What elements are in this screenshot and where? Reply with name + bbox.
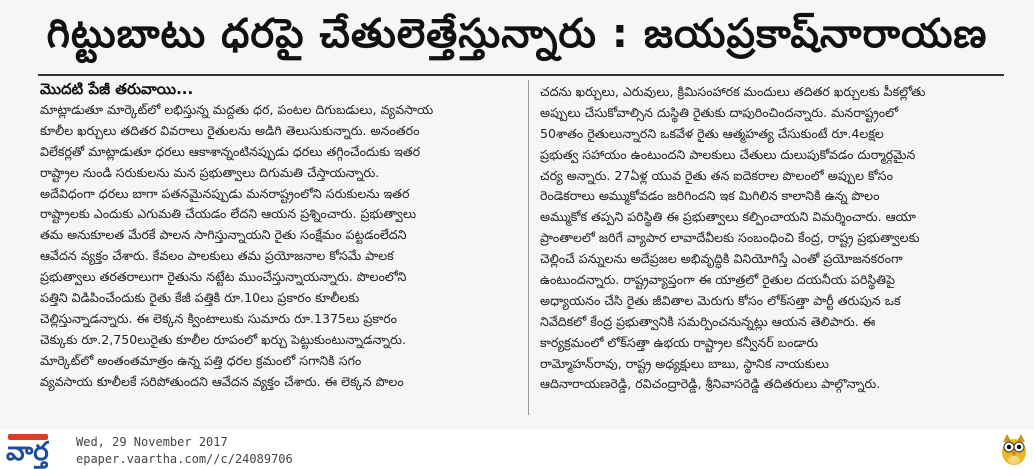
article-text-line: చదను ఖర్చులు, ఎరువులు, క్రిమిసంహారక మందులు తదితర ఖర్చులకు పీకల్లోతు — [540, 84, 926, 99]
epaper-link[interactable]: epaper.vaartha.com//c/24089706 — [76, 452, 293, 466]
article-text-line: తమ అనుకూలత మేరకే పాలన సాగిస్తున్నాయని రైతు సంక్షేమం పట్టడంలేదని — [40, 227, 407, 243]
article-text-line: మార్కెట్‌లో అంతంతమాత్రం ఉన్న పత్తి ధరల క్రమంలో సగానికి సగం — [40, 352, 362, 368]
article-text-line: అప్పులు చేసుకోవాల్సిన దుస్థితి రైతుకు దాపురించిందన్నారు. మనరాష్ట్రంలో — [540, 104, 899, 120]
article-text-line: మాట్లాడుతూ మార్కెట్‌లో లభిస్తున్న మద్దతు ధర, పంటల దిగుబడులు, వ్యవసాయ — [40, 102, 434, 117]
article-text-line: అధ్యాయనం చేసి రైతు జీవితాల మెరుగు కోసం లోక్‌సత్తా పార్టీ తరుపున ఒక — [540, 292, 901, 308]
article-text-line: రెండెకరాలు అమ్ముకోవడం జరిగిందని ఇక మిగిలిన కాలానికి ఉన్న పొలం — [540, 188, 880, 204]
article-text-line: వ్యవసాయ కూలీలకే సరిపోతుందని ఆవేదన వ్యక్తం చేశారు. ఈ లెక్కన పొలం — [40, 373, 404, 389]
article-text-line: చెల్లించే పన్నులను అదేప్రజల అభివృద్ధికి వినియోగిస్తే ఎంతో ప్రయోజనకరంగా — [540, 251, 903, 267]
article-text-line: రాష్ట్రాలకు ఎందుకు ఎగుమతి చేయడం లేదని ఆయన ప్రశ్నించారు. ప్రభుత్వాలు — [40, 206, 417, 222]
article-subhead: మొదటి పేజీ తరువాయి... — [40, 80, 194, 98]
article-text-line: పత్తిని విడిపించేందుకు రైతు కేజీ పత్తికి రూ.10లు ప్రకారం కూలీలకు — [40, 290, 360, 306]
article-text-line: అదేవిధంగా ధరలు బాగా పతనమైనప్పుడు మనరాష్ట్రంలోని సరుకులను ఇతర — [40, 185, 410, 201]
article-text-line: రామ్మోహన్‌రావు, రాష్ట్ర అధ్యక్షులు బాబు, స్థానిక నాయకులు — [540, 355, 829, 371]
logo-text: వార్త — [6, 437, 49, 467]
column-divider — [528, 80, 529, 415]
article-text-line: ప్రభుత్వ సహాయం ఉంటుందని పాలకులు చేతులు దులుపుకోవడం దుర్మార్గమైన — [540, 146, 916, 162]
article-text-line: 50శాతం రైతులున్నారని ఒకవేళ రైతు ఆత్మహత్య చేసుకుంటే రూ.4లక్షల — [540, 125, 884, 141]
article-text-line: ఉంటుందన్నారు. రాష్ట్రవ్యాప్తంగా ఈ యాత్రలో రైతుల దయనీయ పరిస్థితిపై — [540, 272, 895, 288]
article-column-right — [540, 82, 1002, 392]
vaartha-logo[interactable] — [6, 434, 62, 466]
article-text-line: చర్య అన్నారు. 27ఏళ్ల యువ రైతు తన ఐదెకరాల పొలంలో అప్పుల కోసం — [540, 167, 893, 183]
article-text-line: కూలీల ఖర్చులు తదితర వివరాలు రైతులను అడిగి తెలుసుకున్నారు. అనంతరం — [40, 122, 420, 138]
article-text-line: ప్రభుత్వాలు తరతరాలుగా రైతును నట్టేట ముంచేస్తున్నాయన్నారు. పొలంలోని — [40, 269, 407, 285]
article-headline: గిట్టుబాటు ధరపై చేతులెత్తేస్తున్నారు : జయప్రకాష్‌నారాయణ — [46, 11, 988, 57]
article-text-line: ఆదినారాయణరెడ్డి, రవిచంద్రారెడ్డి, శ్రీనివాసరెడ్డి తదితరులు పాల్గొన్నారు. — [540, 376, 881, 392]
article-text-line: రాష్ట్రాల నుండి సరుకులను మన ప్రభుత్వాలు దిగుమతి చేస్తాయన్నారు. — [40, 164, 380, 180]
article-column-left — [40, 100, 517, 410]
article-text-line: అమ్ముకోక తప్పని పరిస్థితి ఈ ప్రభుత్వాలు కల్పించాయని విమర్శించారు. ఆయా — [540, 209, 916, 225]
article-text-line: కార్యక్రమంలో లోక్‌సత్తా ఉభయ రాష్ట్రాల కన్వీనర్ బండారు — [540, 334, 819, 350]
article-text-line: నివేదికలో కేంద్ర ప్రభుత్వానికి సమర్పించనున్నట్లు ఆయన తెలిపారు. ఈ — [540, 313, 876, 329]
article-text-line: ప్రాంతాలలో జరిగే వ్యాపార లావాదేవీలకు సంబంధించి కేంద్ర, రాష్ట్ర ప్రభుత్వాలకు — [540, 230, 920, 246]
article-text-line: ఆవేదన వ్యక్తం చేశారు. కేవలం పాలకులు తమ ప్రయోజనాల కోసమే పాలక — [40, 248, 394, 264]
article-text-line: చెల్లిస్తున్నాడన్నారు. ఈ లెక్కన క్వింటాలుకు సుమారు రూ.1375లు ప్రకారం — [40, 310, 398, 326]
owl-icon[interactable] — [998, 432, 1030, 466]
article-text-line: చెక్కుకు రూ.2,750లురైతు కూలీల రూపంలో ఖర్చు పెట్టుకుంటున్నాడన్నారు. — [40, 331, 406, 347]
article-text-line: విలేకర్లతో మాట్లాడుతూ ధరలు ఆకాశాన్నంటినప్పుడు ధరలు తగ్గించేందుకు ఇతర — [40, 143, 421, 159]
publish-date: Wed, 29 November 2017 — [76, 435, 228, 449]
headline-rule — [38, 74, 1004, 76]
